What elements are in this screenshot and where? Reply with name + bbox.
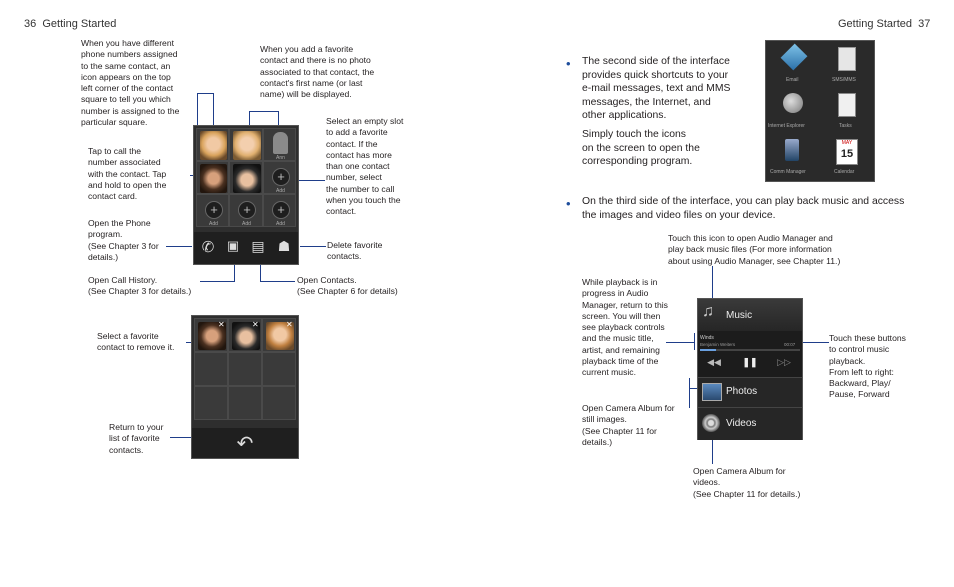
- contact-name: Ann: [276, 155, 285, 161]
- progress-bar: [700, 349, 800, 351]
- shortcut-sms[interactable]: [826, 45, 866, 87]
- callout-playback: While playback is in progress in Audio Manager, return to this screen. You will then see playback controls and the music title, artist, and remaining playback time of the current music.: [582, 277, 668, 378]
- photos-row[interactable]: [698, 377, 802, 408]
- leader-line: [694, 333, 695, 350]
- contact-tile[interactable]: [228, 318, 262, 352]
- right-page-number: 37: [918, 18, 931, 30]
- bullet-icon: •: [566, 56, 571, 71]
- music-screen: [697, 298, 803, 440]
- internet-explorer-icon: [783, 93, 803, 113]
- contact-tile-named[interactable]: [263, 128, 296, 161]
- leader-line: [666, 342, 694, 343]
- add-label: Add: [209, 221, 218, 227]
- contact-tile[interactable]: [229, 128, 263, 161]
- leader-line: [260, 262, 261, 282]
- favorites-screen: [193, 125, 299, 265]
- shortcut-label: Comm Manager: [770, 169, 806, 175]
- add-icon: +: [272, 168, 290, 186]
- shortcuts-screen: [765, 40, 875, 182]
- callout-select-remove: Select a favorite contact to remove it.: [97, 331, 175, 353]
- shortcut-label: Internet Explorer: [768, 123, 805, 129]
- leader-line: [300, 246, 326, 247]
- leader-line: [802, 342, 829, 343]
- track-artist: Benjamin Weiters: [700, 342, 736, 347]
- leader-line: [689, 378, 690, 408]
- add-label: Add: [276, 188, 285, 194]
- videos-label: Videos: [726, 418, 757, 429]
- pause-icon[interactable]: ❚❚: [742, 357, 758, 367]
- add-icon: +: [272, 201, 290, 219]
- leader-line: [234, 262, 235, 282]
- contact-tile[interactable]: [194, 318, 228, 352]
- leader-line: [166, 246, 192, 247]
- film-reel-icon: [702, 414, 720, 432]
- headphones-icon: ♫: [702, 303, 714, 320]
- photos-icon: [702, 383, 722, 401]
- delete-favorite-icon[interactable]: ☗: [277, 238, 291, 254]
- empty-slot: [262, 386, 296, 420]
- callout-no-photo: When you add a favorite contact and there is no photo associated to that contact, the contact's first name (or last name) will be displayed.: [260, 44, 375, 100]
- contact-tile[interactable]: [196, 161, 229, 194]
- leader-line: [260, 281, 295, 282]
- calendar-month: MAY: [841, 140, 853, 146]
- shortcut-label: Tasks: [839, 123, 852, 129]
- progress-fill: [700, 349, 716, 351]
- leader-line: [197, 93, 214, 94]
- empty-slot: [194, 386, 228, 420]
- music-label: Music: [726, 310, 753, 321]
- remove-favorites-screen: [191, 315, 299, 459]
- callout-camera-images: Open Camera Album for still images. (See Chapter 11 for details.): [582, 403, 675, 447]
- call-history-icon[interactable]: ▣: [226, 238, 240, 253]
- leader-line: [213, 93, 214, 128]
- now-playing-panel: [698, 331, 802, 377]
- shortcut-calendar[interactable]: [826, 137, 866, 179]
- leader-line: [249, 111, 279, 112]
- right-header-title: Getting Started: [838, 18, 912, 30]
- left-page-number: 36: [24, 18, 37, 30]
- calendar-day: 15: [840, 148, 854, 160]
- bullet-media: On the third side of the interface, you can play back music and access the images and video files on your device.: [582, 196, 905, 221]
- shortcut-tasks[interactable]: [826, 91, 866, 133]
- callout-audio-manager: Touch this icon to open Audio Manager and play back music files (For more information about using Audio Manager, see Chapter 11.): [668, 233, 841, 266]
- calendar-icon: [836, 139, 858, 165]
- photos-label: Photos: [726, 386, 758, 397]
- comm-manager-icon: [785, 139, 799, 161]
- empty-slot: [228, 386, 262, 420]
- contact-tile[interactable]: [262, 318, 296, 352]
- forward-icon[interactable]: ▷▷: [777, 357, 791, 367]
- callout-call-history: Open Call History. (See Chapter 3 for details.): [88, 275, 192, 297]
- callout-camera-videos: Open Camera Album for videos. (See Chapter 11 for details.): [693, 466, 801, 499]
- empty-slot[interactable]: [229, 194, 263, 227]
- add-icon: +: [238, 201, 256, 219]
- contact-photo: [233, 164, 261, 193]
- bullet-shortcuts-sub: Simply touch the icons on the screen to open the corresponding program.: [582, 129, 700, 168]
- back-arrow-icon[interactable]: ↶: [236, 433, 254, 455]
- contact-tile[interactable]: [196, 128, 229, 161]
- remove-icon[interactable]: ✕: [218, 320, 225, 329]
- callout-empty-slot: Select an empty slot to add a favorite contact. If the contact has more than one contact number, select the number to call when you touch the contact.: [326, 116, 404, 217]
- leader-line: [712, 436, 713, 464]
- empty-slot[interactable]: [196, 194, 229, 227]
- track-title: Winds: [700, 335, 714, 341]
- left-header-title: Getting Started: [42, 18, 117, 30]
- shortcut-label: SMS/MMS: [832, 77, 856, 83]
- contact-photo: [200, 164, 227, 193]
- leader-line: [197, 93, 198, 128]
- leader-line: [170, 437, 192, 438]
- callout-tap-to-call: Tap to call the number associated with the contact. Tap and hold to open the contact card.: [88, 146, 167, 202]
- empty-slot: [194, 352, 228, 386]
- contact-photo: [233, 131, 261, 160]
- callout-return-list: Return to your list of favorite contacts.: [109, 422, 164, 455]
- left-page-header: [24, 18, 116, 30]
- favorites-toolbar: [194, 232, 298, 264]
- music-row[interactable]: [698, 299, 802, 331]
- contact-tile[interactable]: [229, 161, 263, 194]
- callout-delete-favorites: Delete favorite contacts.: [327, 240, 383, 262]
- callout-contacts: Open Contacts. (See Chapter 6 for details): [297, 275, 398, 297]
- callout-different-numbers: When you have different phone numbers assigned to the same contact, an icon appears on the top left corner of the contact square to tell you which number is assigned to the particular square.: [81, 38, 180, 128]
- remove-icon[interactable]: ✕: [286, 320, 293, 329]
- shortcut-email[interactable]: [774, 45, 814, 87]
- leader-line: [712, 266, 713, 300]
- contacts-icon[interactable]: ▤: [251, 238, 265, 254]
- empty-slot[interactable]: [263, 194, 296, 227]
- bullet-icon: •: [566, 196, 571, 211]
- empty-slot: [262, 352, 296, 386]
- person-silhouette-icon: [273, 132, 288, 154]
- add-label: Add: [276, 221, 285, 227]
- email-icon: [781, 44, 808, 71]
- track-time: 00:07: [784, 342, 796, 347]
- empty-slot[interactable]: [263, 161, 296, 194]
- shortcut-label: Calendar: [834, 169, 855, 175]
- add-label: Add: [242, 221, 251, 227]
- remove-toolbar: [192, 428, 298, 458]
- empty-slot: [228, 352, 262, 386]
- callout-control-buttons: Touch these buttons to control music playback. From left to right: Backward, Play/ Pause, Forward: [829, 333, 906, 400]
- right-page-header: [838, 18, 930, 30]
- phone-icon[interactable]: ✆: [201, 239, 215, 256]
- tasks-icon: [838, 93, 856, 117]
- shortcut-label: Email: [786, 77, 799, 83]
- leader-line: [295, 180, 325, 181]
- sms-icon: [838, 47, 856, 71]
- shortcut-ie[interactable]: [768, 91, 818, 133]
- remove-icon[interactable]: ✕: [252, 320, 259, 329]
- bullet-shortcuts: The second side of the interface provides quick shortcuts to your e-mail messages, text and MMS messages, the Internet, and other applications.: [582, 56, 731, 122]
- contact-photo: [200, 131, 227, 160]
- callout-open-phone: Open the Phone program. (See Chapter 3 for details.): [88, 218, 159, 262]
- shortcut-comm-manager[interactable]: [768, 137, 818, 179]
- backward-icon[interactable]: ◀◀: [707, 357, 721, 367]
- videos-row[interactable]: [698, 407, 802, 440]
- add-icon: +: [205, 201, 223, 219]
- leader-line: [200, 281, 235, 282]
